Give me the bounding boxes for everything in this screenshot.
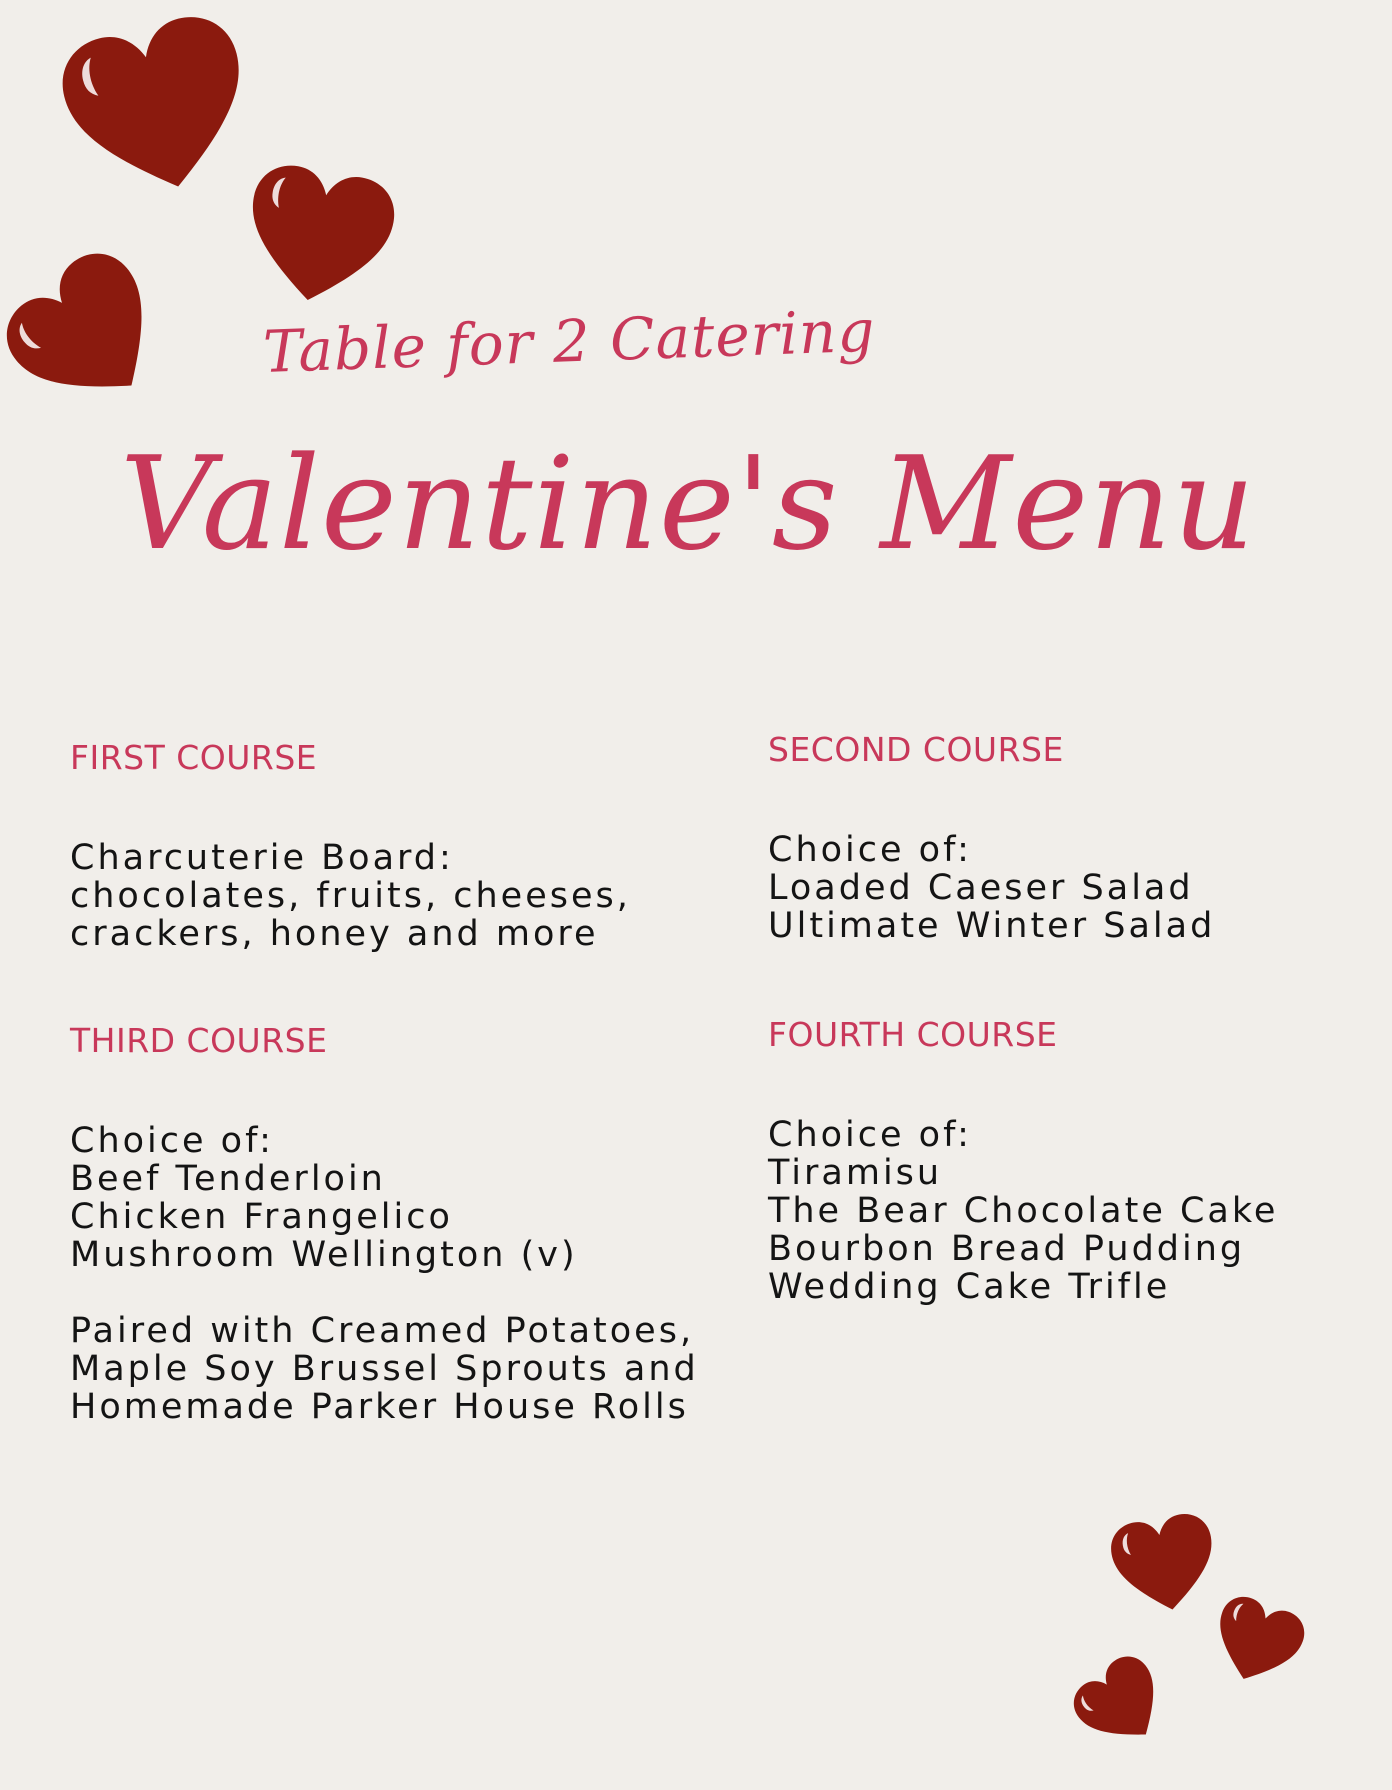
catering-subtitle: Table for 2 Catering	[262, 296, 877, 386]
spacer	[70, 1274, 690, 1312]
fourth-course-section	[768, 1015, 1388, 1306]
menu-item: Choice of:	[768, 830, 972, 870]
menu-item: Chicken Frangelico	[70, 1197, 453, 1237]
menu-item: Choice of:	[768, 1115, 972, 1155]
menu-item: Tiramisu	[768, 1153, 943, 1193]
menu-item: crackers, honey and more	[70, 914, 599, 954]
menu-item: Ultimate Winter Salad	[768, 906, 1216, 946]
first-course-section	[70, 738, 690, 953]
heart-icon	[232, 156, 405, 316]
menu-item: Choice of:	[70, 1121, 274, 1161]
heart-icon	[48, 0, 270, 215]
heart-icon	[1060, 1642, 1184, 1766]
pairing-line: Paired with Creamed Potatoes,	[70, 1311, 695, 1351]
menu-item: Wedding Cake Trifle	[768, 1267, 1171, 1307]
course-heading: SECOND COURSE	[768, 730, 1064, 769]
menu-item: Mushroom Wellington (v)	[70, 1235, 578, 1275]
menu-item: Loaded Caeser Salad	[768, 868, 1194, 908]
menu-item: Beef Tenderloin	[70, 1159, 386, 1199]
page-title: Valentine's Menu	[120, 430, 1256, 579]
menu-item: chocolates, fruits, cheeses,	[70, 876, 631, 916]
second-course-section	[768, 730, 1388, 945]
heart-icon	[0, 233, 191, 437]
menu-item: The Bear Chocolate Cake	[768, 1191, 1279, 1231]
course-heading: FOURTH COURSE	[768, 1015, 1058, 1054]
third-course-section	[70, 1021, 699, 1427]
course-heading: THIRD COURSE	[70, 1021, 328, 1060]
course-heading: FIRST COURSE	[70, 738, 318, 777]
menu-item: Charcuterie Board:	[70, 838, 454, 878]
pairing-line: Homemade Parker House Rolls	[70, 1387, 689, 1427]
heart-icon	[1104, 1506, 1225, 1623]
pairing-line: Maple Soy Brussel Sprouts and	[70, 1349, 699, 1389]
menu-item: Bourbon Bread Pudding	[768, 1229, 1246, 1269]
